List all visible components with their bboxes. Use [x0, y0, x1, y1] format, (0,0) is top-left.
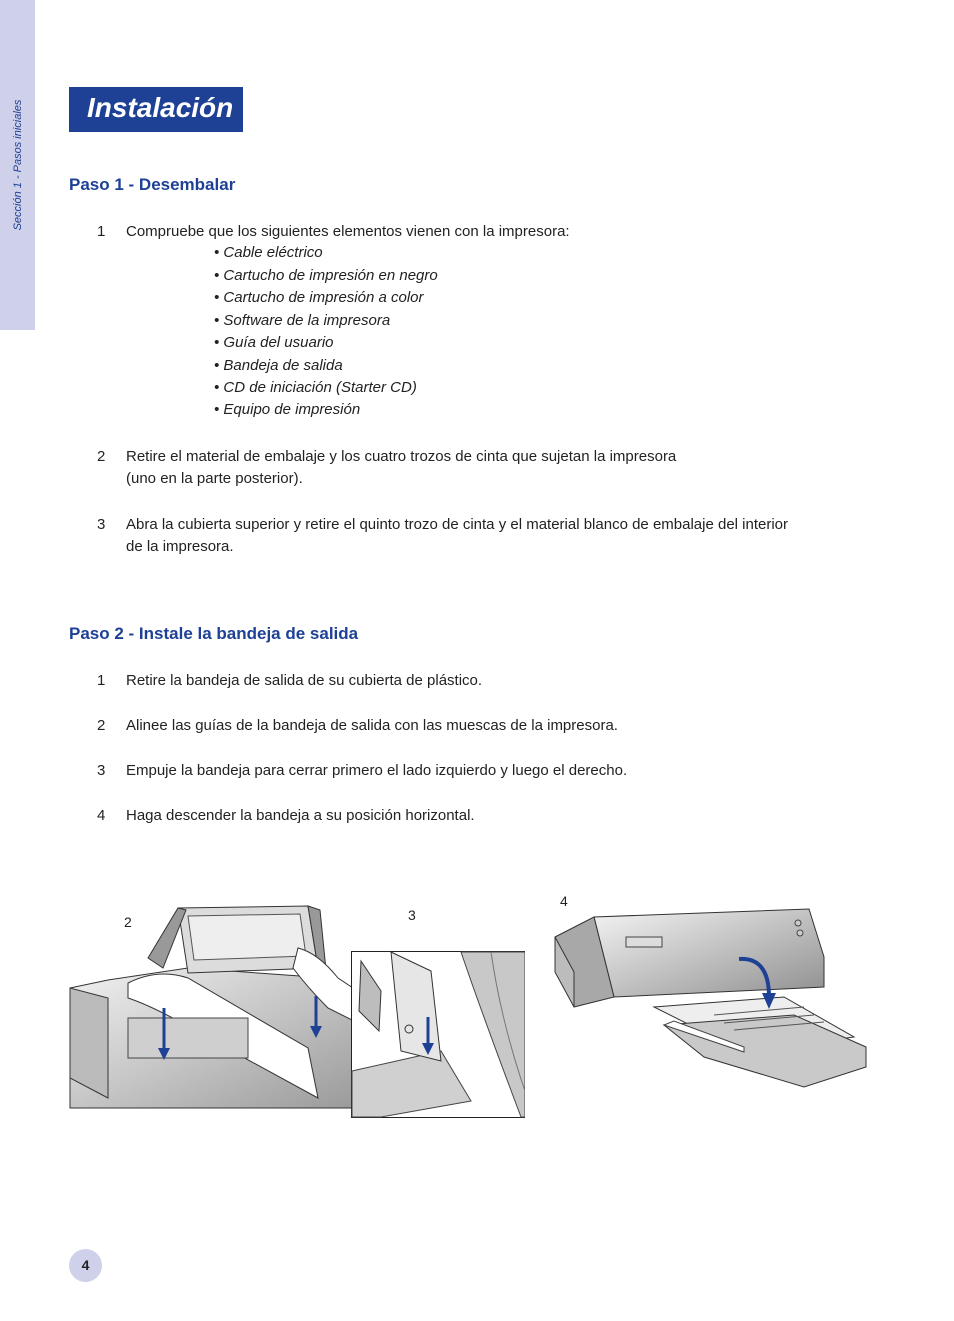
figure-label-2: 2 [124, 914, 132, 930]
step1-heading: Paso 1 - Desembalar [69, 175, 236, 194]
step2-item4-text: Haga descender la bandeja a su posición horizontal. [126, 807, 475, 824]
contents-item: • Software de la impresora [214, 312, 391, 329]
contents-item: • Bandeja de salida [214, 357, 343, 374]
step1-item2-number: 2 [97, 448, 106, 465]
step1-item2-line2: (uno en la parte posterior). [126, 470, 303, 487]
figure-label-3: 3 [408, 907, 416, 923]
step1-item1-text: Compruebe que los siguientes elementos vienen con la impresora: [126, 223, 570, 240]
step1-item3-line1: Abra la cubierta superior y retire el quinto trozo de cinta y el material blanco de embalaje del interior [126, 516, 789, 533]
step2-item4-number: 4 [97, 807, 106, 824]
page-title: Instalación [87, 92, 234, 123]
printer-tray-lowered-illustration [554, 897, 869, 1090]
contents-item: • Guía del usuario [214, 334, 334, 351]
page-number: 4 [69, 1249, 102, 1282]
step2-heading: Paso 2 - Instale la bandeja de salida [69, 624, 359, 643]
step2-item3-text: Empuje la bandeja para cerrar primero el lado izquierdo y luego el derecho. [126, 762, 628, 779]
step2-item2-number: 2 [97, 717, 106, 734]
step1-item1-number: 1 [97, 223, 106, 240]
step2-item2-text: Alinee las guías de la bandeja de salida con las muescas de la impresora. [126, 717, 618, 734]
contents-item: • CD de iniciación (Starter CD) [214, 379, 417, 396]
page-title-box [69, 87, 243, 132]
step1-item3-number: 3 [97, 516, 106, 533]
printer-tray-insert-illustration [68, 898, 368, 1110]
contents-item: • Cable eléctrico [214, 244, 323, 261]
step2-item1-text: Retire la bandeja de salida de su cubierta de plástico. [126, 672, 483, 689]
section-side-tab [0, 0, 35, 330]
tray-slot-closeup-illustration [351, 951, 525, 1118]
step2-item1-number: 1 [97, 672, 106, 689]
step1-item3-line2: de la impresora. [126, 538, 234, 555]
contents-item: • Cartucho de impresión en negro [214, 267, 438, 284]
contents-item: • Cartucho de impresión a color [214, 289, 424, 306]
step2-item3-number: 3 [97, 762, 106, 779]
step1-item2-line1: Retire el material de embalaje y los cuatro trozos de cinta que sujetan la impresora [126, 448, 677, 465]
contents-item: • Equipo de impresión [214, 401, 361, 418]
section-label: Sección 1 - Pasos iniciales [12, 99, 24, 231]
figure-label-4: 4 [560, 893, 568, 909]
